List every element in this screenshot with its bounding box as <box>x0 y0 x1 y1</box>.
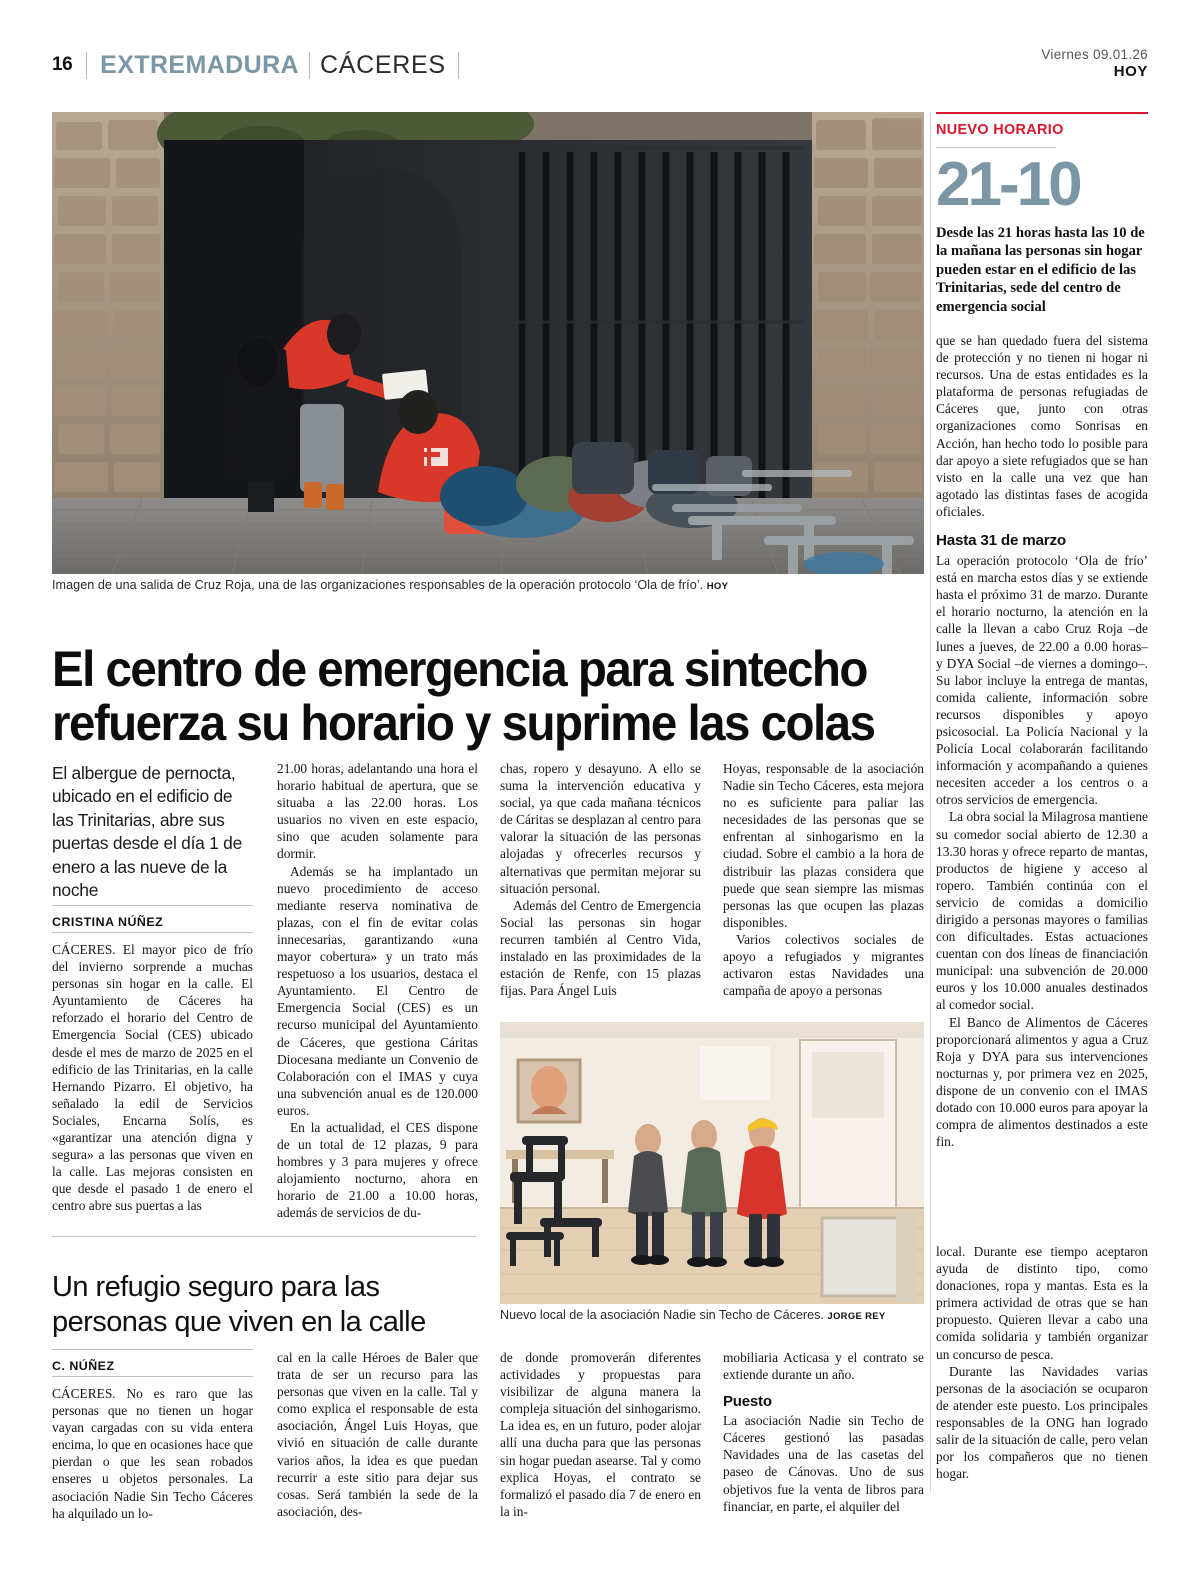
masthead-left <box>52 48 459 82</box>
masthead-divider-2 <box>309 52 310 79</box>
main-byline: CRISTINA NÚÑEZ <box>52 905 253 929</box>
section-name: EXTREMADURA <box>100 50 299 79</box>
hero-photo-caption <box>52 578 924 592</box>
masthead-right <box>1041 46 1148 80</box>
main-col2-p2: Además se ha implantado un nuevo procedimiento de acceso mediante reserva nominativa de plazas, con el fin de evitar colas innecesarias, garantizando «una mayor cobertura» y un trato más respetuoso a los usuarios, destaca el Ayuntamiento. El Centro de Emergencia Social (CES) es un recurso municipal del Ayuntamiento de Cáceres, que gestiona Cáritas Diocesana mediante un Convenio de Colaboración con el IMAS y cuya una subvención anual es de 120.000 euros. <box>277 863 478 1118</box>
second-column-2 <box>277 1349 478 1520</box>
second-col3-p1: de donde promoverán diferentes actividades y propuestas para visibilizar de alguna manera la compleja situación del sinhogarismo. La idea es, en un futuro, poder alojar allí una ducha para que las personas sin hogar puedan asearse. Tal y como explica Hoyas, el contrato se formalizó el pasado día 7 de enero en la in- <box>500 1350 701 1519</box>
main-col3-p1: chas, ropero y desayuno. A ello se suma la intervención educativa y social, ya que cada mañana técnicos de Cáritas se desplazan al centro para valorar la situación de las personas alojadas y ofrecerles recursos y alternativas que permitan mejorar su situación personal. <box>500 761 701 896</box>
hero-photo <box>52 112 924 574</box>
second-headline-line1: Un refugio seguro para las <box>52 1271 380 1304</box>
masthead-divider-1 <box>86 52 87 79</box>
rail-kicker: NUEVO HORARIO <box>936 112 1148 138</box>
issue-date: Viernes 09.01.26 <box>1041 47 1148 62</box>
second-headline-line2: personas que viven en la calle <box>52 1306 426 1339</box>
rail-big-number: 21-10 <box>936 150 1080 219</box>
second-column-3 <box>500 1349 701 1520</box>
main-column-4 <box>723 760 924 999</box>
main-col2-p1: 21.00 horas, adelantando una hora el horario habitual de apertura, que se situaba a las 22.00 horas. Los usuarios no viven en este espacio, sino que acuden solamente para dormir. <box>277 761 478 862</box>
interior-photo-illustration <box>500 1022 924 1304</box>
second-col1-p1: No es raro que las personas que no tienen un hogar vayan cargadas con su vida entera encima, lo que en ocasiones hace que pierdan o que les sean robados enseres u objetos personales. La asociación Nadie Sin Techo Cáceres ha alquilado un lo- <box>52 1386 253 1521</box>
rail-subhead-1: Hasta 31 de marzo <box>936 532 1066 550</box>
main-col1-p1: El mayor pico de frío del invierno sorprende a muchas personas sin hogar en la calle. El Ayuntamiento de Cáceres ha reforzado el horario del Centro de Emergencia Social (CES) ubicado desde el mes de marzo de 2025 en el edificio de las Trinitarias, en la calle Hernando Pizarro. El objetivo, ha señalado la edil de Servicios Sociales, Encarna Solís, es «garantizar una atención digna y segura» a las personas que viven en la calle. Las mejoras consisten en que desde el pasado 1 de enero el centro abre sus puertas a las <box>52 942 253 1214</box>
interior-caption-text: Nuevo local de la asociación Nadie sin Techo de Cáceres. <box>500 1308 824 1322</box>
second-column-4 <box>723 1349 924 1515</box>
main-headline-line2: refuerza su horario y suprime las colas <box>52 694 875 751</box>
rail-p4: El Banco de Alimentos de Cáceres proporcionará alimentos y agua a Cruz Roja y DYA para sus intervenciones nocturnas y, por primera vez en 2025, dispone de un convenio con el IMAS dotado con 10.000 euros para apoyar la compra de alimentos destinados a este fin. <box>936 1014 1148 1150</box>
interior-photo-caption <box>500 1308 924 1322</box>
publication-logo: HOY <box>1113 63 1148 80</box>
main-col4-p1: Hoyas, responsable de la asociación Nadie sin Techo Cáceres, esta mejora no es suficiente para paliar las necesidades de las personas que se enfrentan al sinhogarismo en la ciudad. Sobre el cambio a la hora de distribuir las plazas considera que puede que sean siempre las mismas personas las que ocupen las plazas disponibles. <box>723 761 924 930</box>
rail-body <box>936 332 1148 1150</box>
rail-lead-text: Desde las 21 horas hasta las 10 de la mañana las personas sin hogar pueden estar en el edificio de las Trinitarias, sede del centro de emergencia social <box>936 225 1145 315</box>
rail-divider <box>930 112 931 1492</box>
rail-p2: La operación protocolo ‘Ola de frío’ está en marcha estos días y se extiende hasta el próximo 31 de marzo. Durante el horario nocturno, la atención en la calle la llevan a cabo Cruz Roja –de lunes a jueves, de 22.00 a 0.00 horas– y DYA Social –de viernes a domingo–. Su labor incluye la entrega de mantas, comida caliente, información sobre recursos disponibles y apoyo psicosocial. La Policía Nacional y la Policía Local colaborarán facilitando información y acompañando a quienes necesiten acceder a los centros o a otros servicios de emergencia. <box>936 553 1148 808</box>
interior-photo-credit: JORGE REY <box>827 1311 886 1322</box>
masthead <box>52 48 1148 88</box>
second-dateline: CÁCERES. <box>52 1386 116 1401</box>
main-dateline: CÁCERES. <box>52 942 116 957</box>
second-col5-p1: local. Durante ese tiempo aceptaron ayuda de distinto tipo, como donaciones, ropa y mantas. Esta es la primera actividad de otras que se han propuesto. Quieren llevar a cabo una comida solidaria y también organizar un concurso de pesca. <box>936 1244 1148 1362</box>
main-column-3 <box>500 760 701 999</box>
second-col2-p1: cal en la calle Héroes de Baler que trata de ser un recurso para las personas que viven en la calle. Tal y como explica el responsable de esta asociación, Ángel Luis Hoyas, que vivió en situación de calle durante varios años, la idea es que puedan recurrir a este sitio para dejar sus cosas. Será también la sede de la asociación, des- <box>277 1350 478 1519</box>
subsection-name: CÁCERES <box>320 50 446 79</box>
second-headline <box>52 1270 482 1340</box>
masthead-divider-3 <box>458 52 459 79</box>
second-byline: C. NÚÑEZ <box>52 1349 253 1373</box>
right-rail <box>936 112 1148 316</box>
main-column-1 <box>52 932 253 1215</box>
main-col2-p3: En la actualidad, el CES dispone de un total de 12 plazas, 9 para hombres y 3 para mujeres y ofrece alojamiento nocturno, ahora en horario de 21.00 a 10.00 horas, además de servicios de du- <box>277 1119 478 1221</box>
interior-photo <box>500 1022 924 1304</box>
second-col4-p1: mobiliaria Acticasa y el contrato se extiende durante un año. <box>723 1350 924 1383</box>
second-col4-p2: La asociación Nadie sin Techo de Cáceres gestionó las pasadas Navidades una de las casetas del paseo de Cánovas. Uno de sus objetivos fue la venta de libros para financiar, en parte, el alquiler del <box>723 1413 924 1514</box>
second-col5-p2: Durante las Navidades varias personas de la asociación se ocuparon de atender este puesto. Los principales responsables de la ONG han logrado salir de la situación de calle, pero velan por los compañeros que no tienen hogar. <box>936 1363 1148 1482</box>
main-column-2 <box>277 760 478 1222</box>
hero-photo-credit: HOY <box>706 581 729 592</box>
hero-photo-illustration <box>52 112 924 574</box>
main-headline <box>52 642 888 750</box>
second-column-5 <box>936 1243 1148 1482</box>
rail-rule <box>936 147 1056 148</box>
main-standfirst: El albergue de pernocta, ubicado en el edificio de las Trinitarias, abre sus puertas desde el día 1 de enero a las nueve de la noche <box>52 763 243 901</box>
page-number: 16 <box>52 54 73 75</box>
main-col3-p2: Además del Centro de Emergencia Social las personas sin hogar recurren también al Centro Vida, instalado en las proximidades de la estación de Renfe, con 15 plazas fijas. Para Ángel Luis <box>500 897 701 999</box>
rail-p1: que se han quedado fuera del sistema de protección y no tienen ni hogar ni recursos. Una de estas entidades es la plataforma de personas refugiadas de Cáceres que, junto con otras organizaciones como Sonrisas en Acción, han hecho todo lo posible para dar apoyo a siete refugiados que se han visto en la calle una vez que han agotado las distintas fases de acogida oficiales. <box>936 333 1148 519</box>
second-col4-subhead: Puesto <box>723 1393 772 1411</box>
main-col4-p2: Varios colectivos sociales de apoyo a refugiados y migrantes activaron estas Navidades una campaña de apoyo a personas <box>723 931 924 999</box>
main-headline-line1: El centro de emergencia para sintecho <box>52 640 867 697</box>
second-column-1 <box>52 1376 253 1522</box>
second-story-divider <box>52 1236 476 1237</box>
rail-p3: La obra social la Milagrosa mantiene su comedor social abierto de 12.30 a 13.30 horas y ofrece reparto de mantas, productos de higiene y acceso al ropero. También continúa con el servicio de comidas a domicilio dirigido a personas mayores o familias con dificultades. Estas actuaciones cuentan con dos líneas de financiación municipal: una subvención de 20.000 euros y los 10.000 anuales destinados al comedor social. <box>936 809 1148 1013</box>
hero-caption-text: Imagen de una salida de Cruz Roja, una de las organizaciones responsables de la operación protocolo ‘Ola de frío’. <box>52 578 704 592</box>
